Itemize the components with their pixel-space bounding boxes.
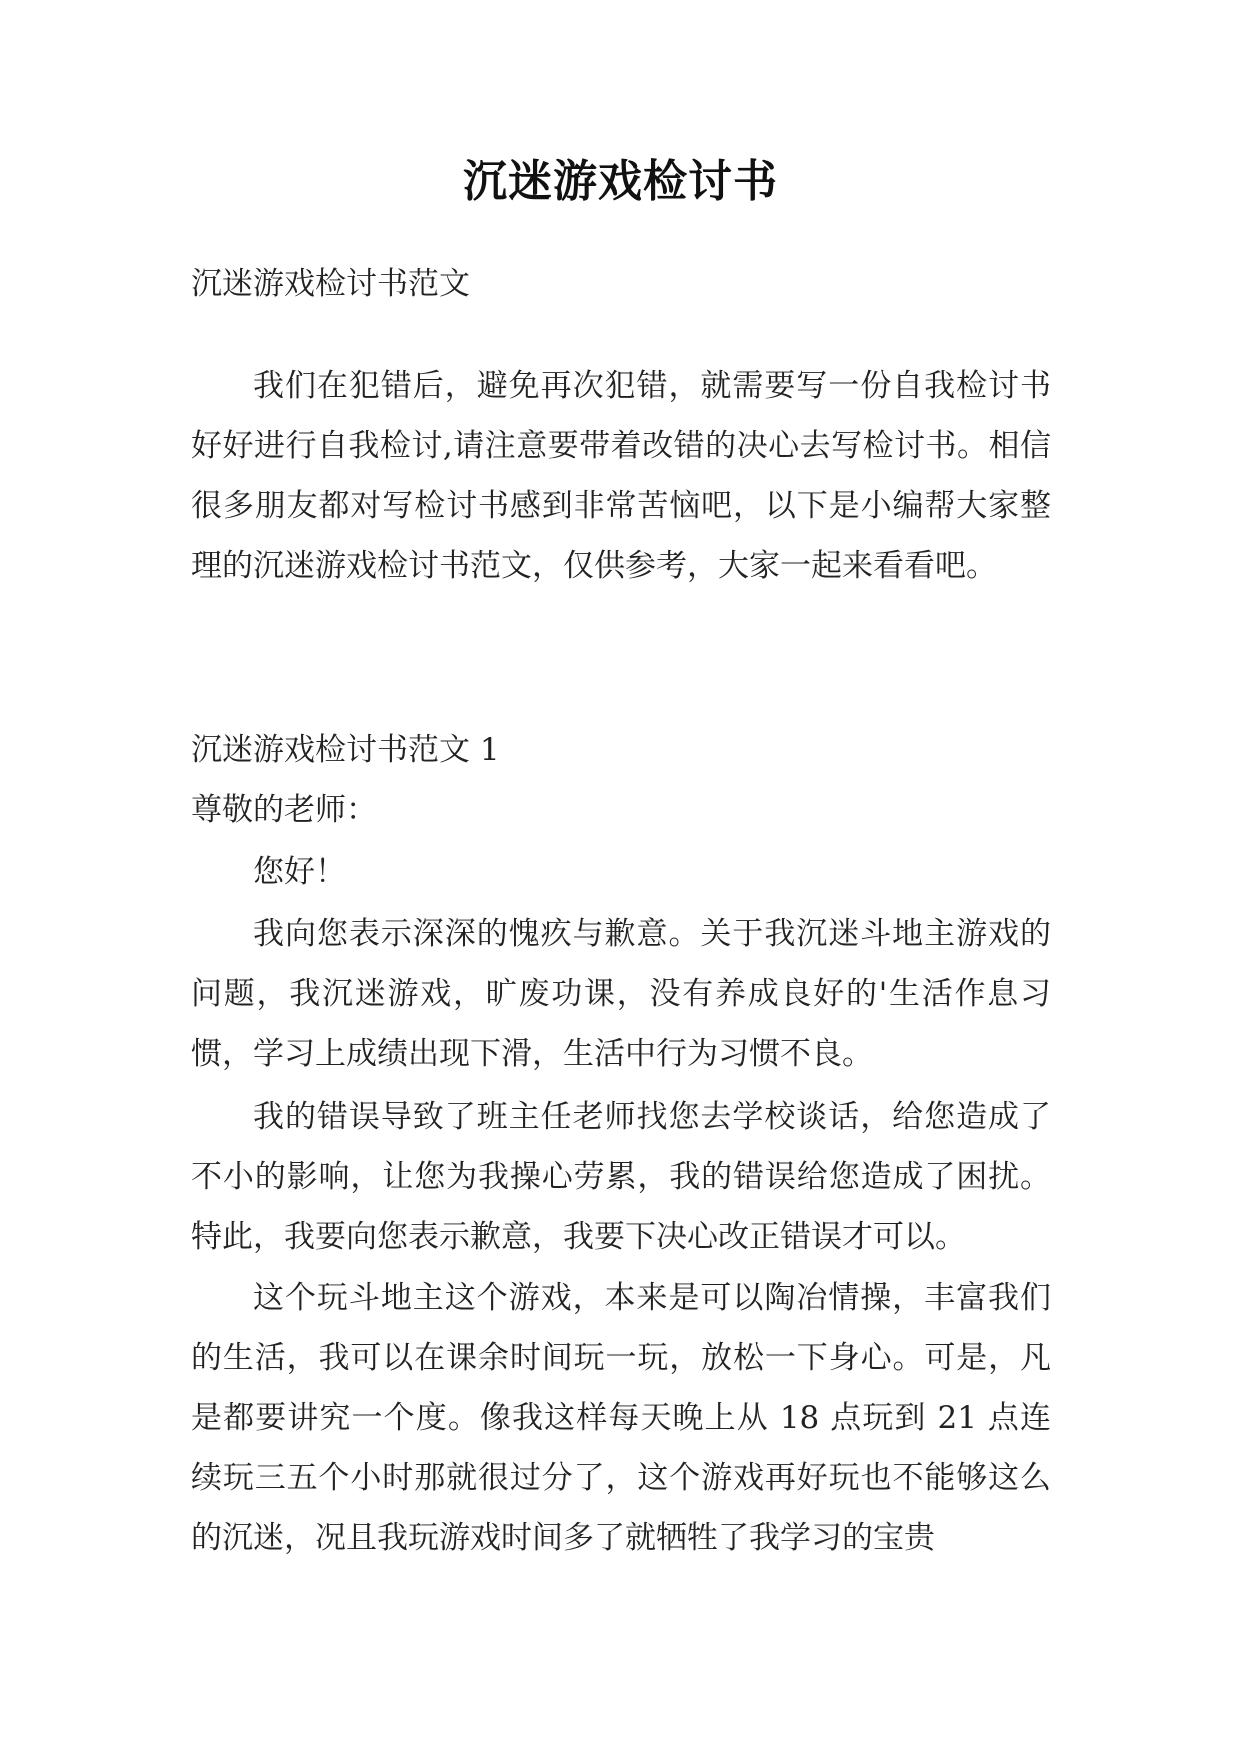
greeting: 您好！ bbox=[253, 854, 346, 890]
document-title: 沉迷游戏检讨书 bbox=[463, 156, 778, 207]
body-paragraph: 我向您表示深深的愧疚与歉意。关于我沉迷斗地主游戏的问题，我沉迷游戏，旷废功课，没有养成良好的'生活作息习惯，学习上成绩出现下滑，生活中行为习惯不良。 bbox=[191, 916, 1051, 1072]
document-subtitle: 沉迷游戏检讨书范文 bbox=[191, 266, 470, 302]
body-paragraph: 这个玩斗地主这个游戏，本来是可以陶冶情操，丰富我们的生活，我可以在课余时间玩一玩，放松一下身心。可是，凡是都要讲究一个度。像我这样每天晚上从 18 点玩到 21 点连续玩三五个小时那就很过分了，这个游戏再好玩也不能够这么的沉迷，况且我玩游戏时间多了就牺牲了我学习的宝贵 bbox=[191, 1280, 1051, 1556]
intro-paragraph: 我们在犯错后，避免再次犯错，就需要写一份自我检讨书好好进行自我检讨,请注意要带着改错的决心去写检讨书。相信很多朋友都对写检讨书感到非常苦恼吧，以下是小编帮大家整理的沉迷游戏检讨书范文，仅供参考，大家一起来看看吧。 bbox=[191, 368, 1051, 584]
body-paragraph: 我的错误导致了班主任老师找您去学校谈话，给您造成了不小的影响，让您为我操心劳累，我的错误给您造成了困扰。特此，我要向您表示歉意，我要下决心改正错误才可以。 bbox=[191, 1099, 1051, 1255]
salutation: 尊敬的老师： bbox=[191, 792, 377, 828]
section-heading: 沉迷游戏检讨书范文 1 bbox=[191, 732, 500, 768]
